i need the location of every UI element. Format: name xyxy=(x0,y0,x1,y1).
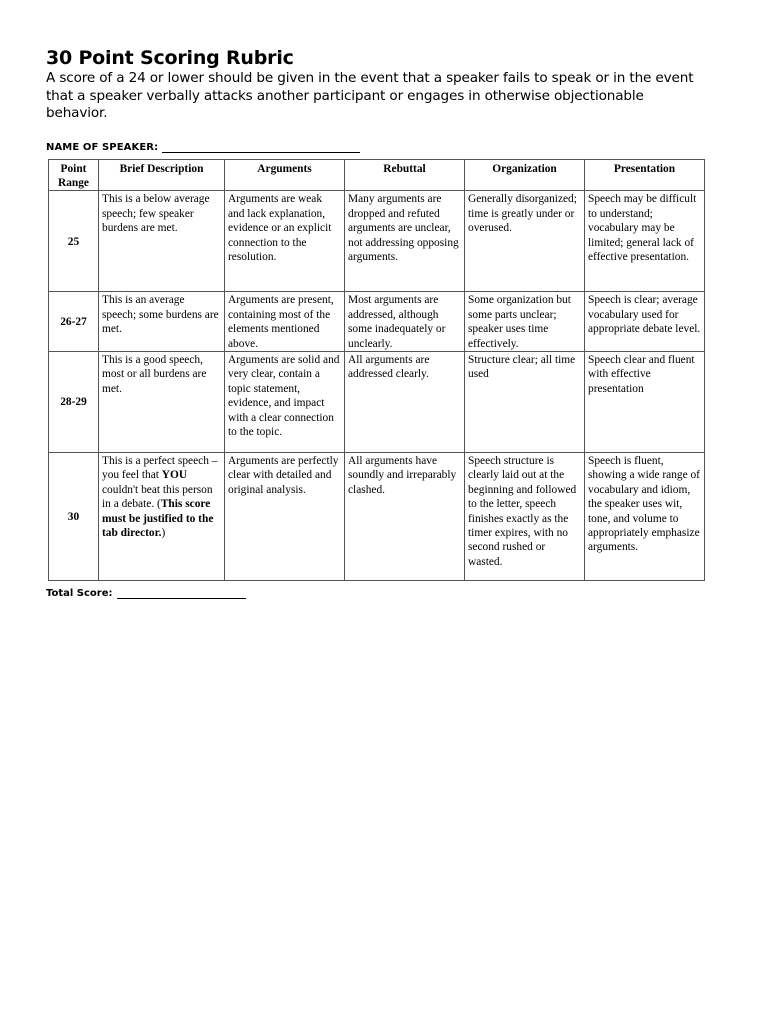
header-brief-description: Brief Description xyxy=(99,159,225,191)
header-point-range: Point Range xyxy=(49,159,99,191)
total-score-label: Total Score: xyxy=(46,587,113,599)
scoring-rubric-table xyxy=(48,159,705,581)
rubric-page xyxy=(46,46,710,599)
rebuttal-cell: Most arguments are addressed, although some inadequately or unclearly. xyxy=(345,292,465,352)
rebuttal-cell: All arguments are addressed clearly. xyxy=(345,351,465,452)
description-text: couldn't beat this person in a debate. ( xyxy=(102,483,213,511)
presentation-cell: Speech is clear; average vocabulary used for appropriate debate level. xyxy=(585,292,705,352)
organization-cell: Some organization but some parts unclear; speaker uses time effectively. xyxy=(465,292,585,352)
organization-cell: Generally disorganized; time is greatly under or overused. xyxy=(465,191,585,292)
total-score-field[interactable] xyxy=(117,587,246,599)
intro-paragraph: A score of a 24 or lower should be given in the event that a speaker fails to speak or in the event that a speaker verbally attacks another participant or engages in otherwise objectionable behavior. xyxy=(46,70,694,121)
table-row xyxy=(49,292,705,352)
speaker-name-row xyxy=(46,140,710,153)
arguments-cell: Arguments are solid and very clear, contain a topic statement, evidence, and impact with a clear connection to the topic. xyxy=(225,351,345,452)
table-row xyxy=(49,351,705,452)
organization-cell: Structure clear; all time used xyxy=(465,351,585,452)
header-rebuttal: Rebuttal xyxy=(345,159,465,191)
point-range-cell: 28-29 xyxy=(49,351,99,452)
arguments-cell: Arguments are perfectly clear with detailed and original analysis. xyxy=(225,452,345,580)
rebuttal-cell: Many arguments are dropped and refuted arguments are unclear, not addressing opposing arguments. xyxy=(345,191,465,292)
point-range-cell: 26-27 xyxy=(49,292,99,352)
speaker-name-label: NAME OF SPEAKER: xyxy=(46,141,159,153)
organization-cell: Speech structure is clearly laid out at the beginning and followed to the letter, speech finishes exactly as the timer expires, with no second rushed or wasted. xyxy=(465,452,585,580)
table-header-row xyxy=(49,159,705,191)
presentation-cell: Speech is fluent, showing a wide range of vocabulary and idiom, the speaker uses wit, tone, and volume to appropriately emphasize arguments. xyxy=(585,452,705,580)
arguments-cell: Arguments are weak and lack explanation, evidence or an explicit connection to the resolution. xyxy=(225,191,345,292)
description-cell: This is a good speech, most or all burdens are met. xyxy=(99,351,225,452)
table-row xyxy=(49,191,705,292)
description-emphasis: YOU xyxy=(161,469,188,482)
point-range-cell: 30 xyxy=(49,452,99,580)
page-title: 30 Point Scoring Rubric xyxy=(46,47,294,69)
presentation-cell: Speech clear and fluent with effective presentation xyxy=(585,351,705,452)
arguments-cell: Arguments are present, containing most of the elements mentioned above. xyxy=(225,292,345,352)
point-range-cell: 25 xyxy=(49,191,99,292)
description-text: This is a perfect speech – you feel that xyxy=(102,454,218,482)
header-presentation: Presentation xyxy=(585,159,705,191)
total-score-row xyxy=(46,586,710,599)
description-cell: This is an average speech; some burdens are met. xyxy=(99,292,225,352)
description-cell: This is a below average speech; few speaker burdens are met. xyxy=(99,191,225,292)
table-row xyxy=(49,452,705,580)
header-arguments: Arguments xyxy=(225,159,345,191)
header-organization: Organization xyxy=(465,159,585,191)
rebuttal-cell: All arguments have soundly and irreparably clashed. xyxy=(345,452,465,580)
speaker-name-field[interactable] xyxy=(162,141,360,153)
description-text: ) xyxy=(161,526,166,539)
description-emphasis: This score must be justified to the tab director. xyxy=(102,498,214,539)
description-cell xyxy=(99,452,225,580)
presentation-cell: Speech may be difficult to understand; vocabulary may be limited; general lack of effective presentation. xyxy=(585,191,705,292)
